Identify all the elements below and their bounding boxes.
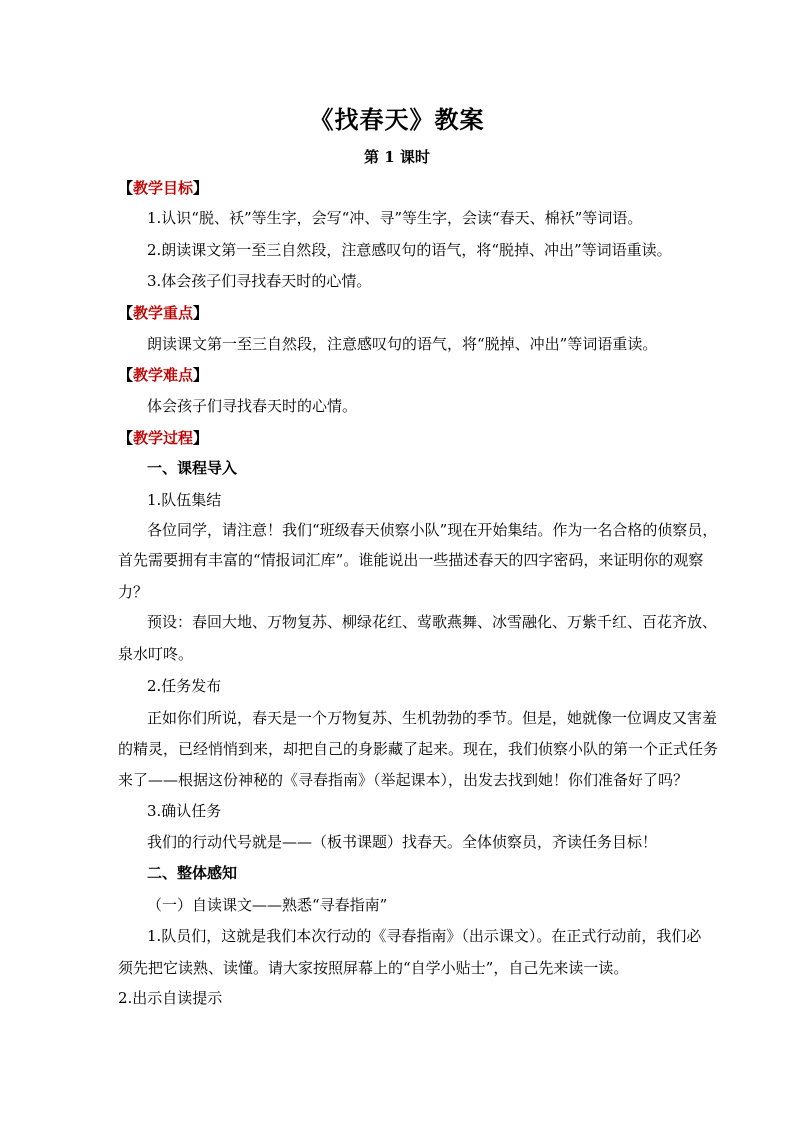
- section-heading-difficulty: 【教学难点】: [118, 366, 209, 384]
- section-heading-process: 【教学过程】: [118, 429, 209, 447]
- sub-heading: （一）自读课文——熟悉“寻春指南”: [147, 896, 388, 914]
- step-title: 1.队伍集结: [147, 491, 222, 509]
- document-title: 《找春天》教案: [309, 105, 485, 134]
- paragraph-line: 泉水叮咚。: [118, 645, 194, 663]
- part-heading: 一、课程导入: [147, 459, 238, 477]
- paragraph-line: 首先需要拥有丰富的“情报词汇库”。谁能说出一些描述春天的四字密码，来证明你的观察: [118, 551, 704, 569]
- step-title: 3.确认任务: [147, 802, 222, 820]
- goal-item: 3.体会孩子们寻找春天时的心情。: [147, 272, 372, 290]
- paragraph-line: 须先把它读熟、读懂。请大家按照屏幕上的“自学小贴士”，自己先来读一读。: [118, 959, 629, 977]
- lesson-period: 第 1 课时: [364, 148, 430, 166]
- step-title: 2.任务发布: [147, 677, 222, 695]
- paragraph-line: 力？: [118, 583, 149, 601]
- paragraph-line: 预设：春回大地、万物复苏、柳绿花红、莺歌燕舞、冰雪融化、万紫千红、百花齐放、: [147, 613, 718, 631]
- paragraph-line: 1.队员们，这就是我们本次行动的《寻春指南》（出示课文）。在正式行动前，我们必: [147, 927, 702, 945]
- part-heading: 二、整体感知: [147, 864, 238, 882]
- goal-item: 1.认识“脱、袄”等生字，会写“冲、寻”等生字，会读“春天、棉袄”等词语。: [147, 209, 643, 227]
- section-heading-key: 【教学重点】: [118, 304, 209, 322]
- paragraph-line: 正如你们所说，春天是一个万物复苏、生机勃勃的季节。但是，她就像一位调皮又害羞: [147, 709, 718, 727]
- paragraph-line: 的精灵，已经悄悄到来，却把自己的身影藏了起来。现在，我们侦察小队的第一个正式任务: [118, 740, 719, 758]
- goal-item: 2.朗读课文第一至三自然段，注意感叹句的语气，将“脱掉、冲出”等词语重读。: [147, 241, 672, 259]
- difficulty-text: 体会孩子们寻找春天时的心情。: [147, 397, 358, 415]
- section-heading-goals: 【教学目标】: [118, 179, 209, 197]
- paragraph-line: 我们的行动代号就是——（板书课题）找春天。全体侦察员，齐读任务目标！: [147, 833, 658, 851]
- step-title: 2.出示自读提示: [118, 989, 223, 1007]
- key-point-text: 朗读课文第一至三自然段，注意感叹句的语气，将“脱掉、冲出”等词语重读。: [147, 335, 658, 353]
- paragraph-line: 来了——根据这份神秘的《寻春指南》（举起课本），出发去找到她！你们准备好了吗？: [118, 771, 689, 789]
- paragraph-line: 各位同学，请注意！我们“班级春天侦察小队”现在开始集结。作为一名合格的侦察员，: [147, 521, 718, 539]
